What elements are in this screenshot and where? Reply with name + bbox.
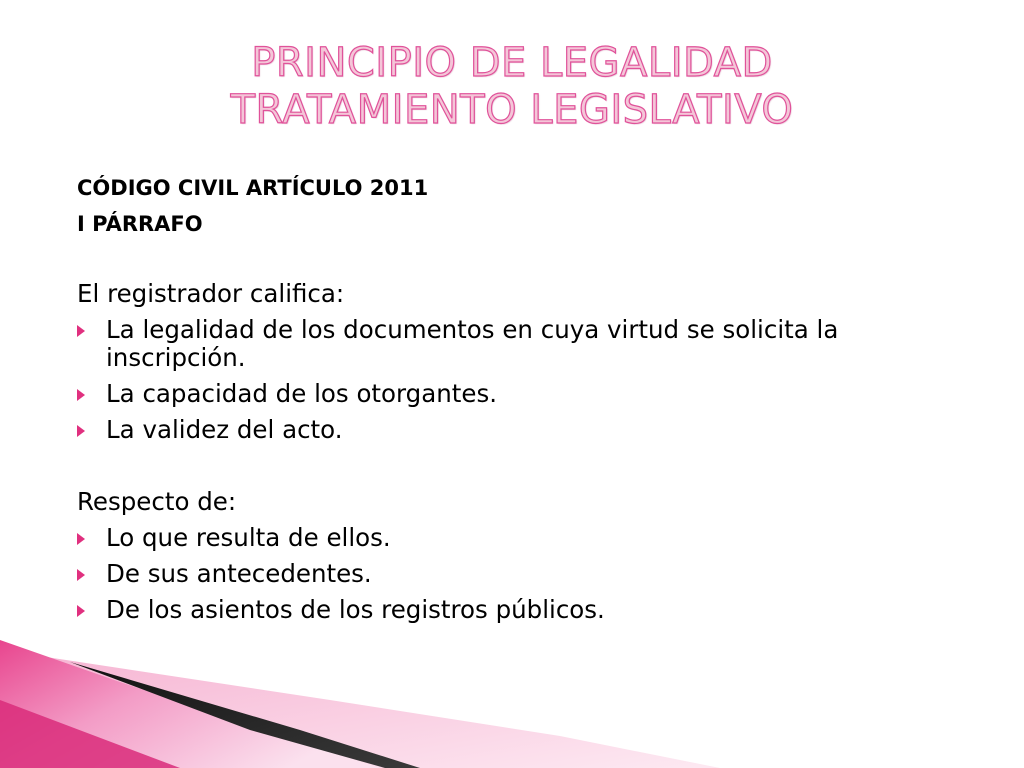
slide-title	[140, 40, 884, 134]
triangle-bullet-icon	[77, 569, 85, 581]
ribbon-dark	[70, 662, 420, 768]
spacer	[77, 448, 977, 484]
section-heading-respecto: Respecto de:	[77, 487, 237, 516]
list-item-text: La legalidad de los documentos en cuya virtud se solicita la inscripción.	[106, 315, 839, 372]
triangle-bullet-icon	[77, 533, 85, 545]
list-item	[77, 376, 977, 412]
triangle-bullet-icon	[77, 325, 85, 337]
list-item	[77, 412, 977, 448]
section-heading-califica: El registrador califica:	[77, 279, 345, 308]
triangle-bullet-icon	[77, 425, 85, 437]
list-item-text: La capacidad de los otorgantes.	[106, 379, 497, 408]
ribbon-pink-main	[0, 640, 380, 768]
list-item-text: Lo que resulta de ellos.	[106, 523, 391, 552]
list-item	[77, 556, 977, 592]
ribbon-pink-wide	[0, 650, 720, 768]
title-line-2: TRATAMIENTO LEGISLATIVO	[230, 87, 794, 133]
ribbon-pink-accent	[0, 700, 180, 768]
article-line-1: CÓDIGO CIVIL ARTÍCULO 2011	[77, 176, 429, 200]
triangle-bullet-icon	[77, 389, 85, 401]
list-item	[77, 520, 977, 556]
triangle-bullet-icon	[77, 605, 85, 617]
slide-body	[77, 276, 977, 628]
list-item-text: De los asientos de los registros públicos.	[106, 595, 605, 624]
article-reference	[77, 170, 428, 242]
list-item-text: La validez del acto.	[106, 415, 343, 444]
list-item-text: De sus antecedentes.	[106, 559, 372, 588]
list-item	[77, 312, 977, 376]
list-item	[77, 592, 977, 628]
title-line-1: PRINCIPIO DE LEGALIDAD	[251, 40, 773, 86]
article-line-2: I PÁRRAFO	[77, 212, 203, 236]
